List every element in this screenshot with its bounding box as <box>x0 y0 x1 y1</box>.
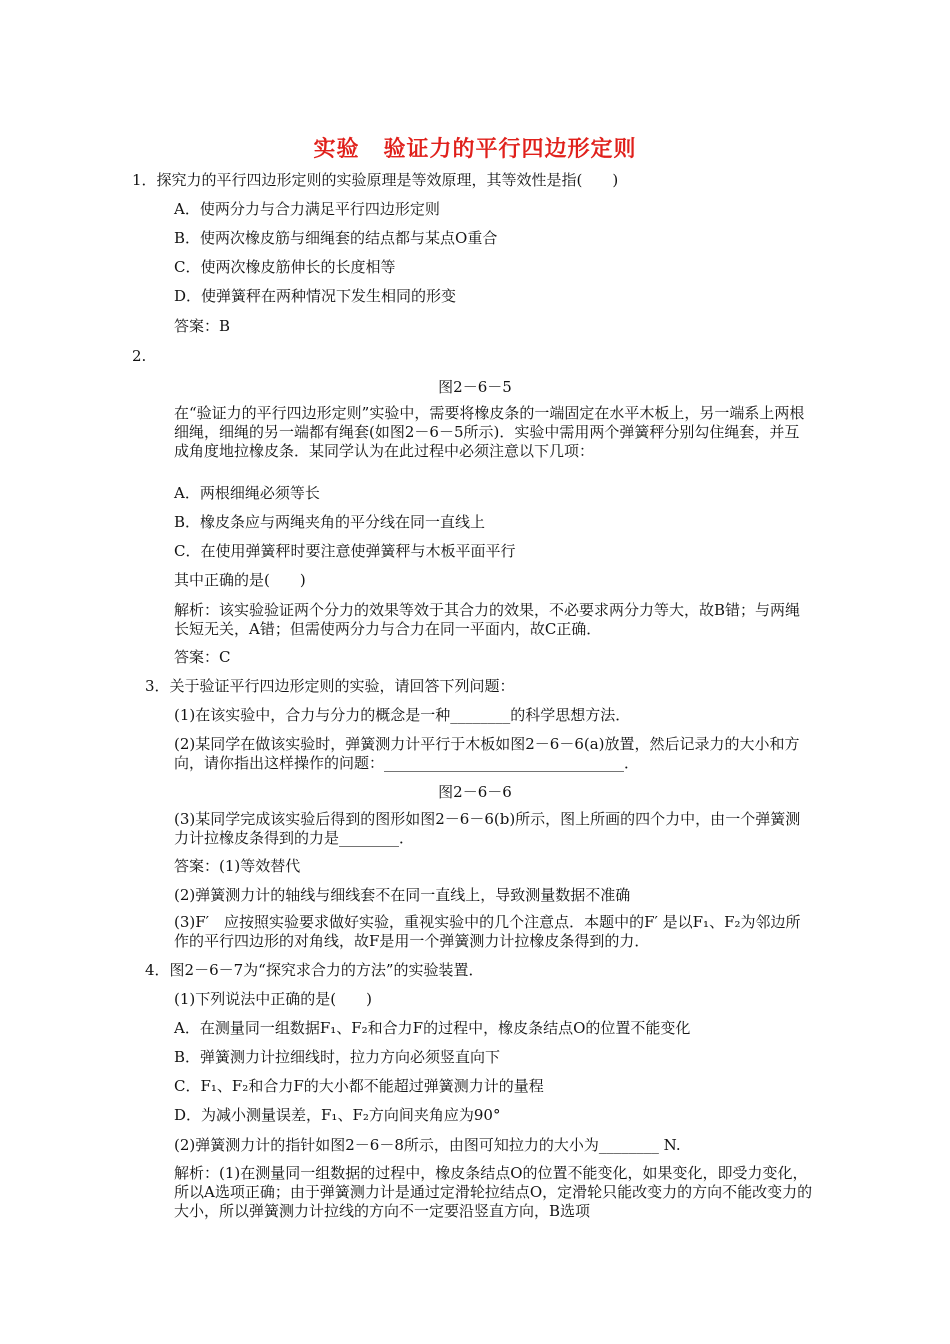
q2-stem: 在“验证力的平行四边形定则”实验中，需要将橡皮条的一端固定在水平木板上，另一端系上两根细绳，细绳的另一端都有绳套(如图2－6－5所示)．实验中需用两个弹簧秤分别勾住绳套，并互成角度地拉橡皮条．某同学认为在此过程中必须注意以下几项： <box>174 404 805 460</box>
q3-answer3: (3)F′ 应按照实验要求做好实验，重视实验中的几个注意点．本题中的F′ 是以F₁、F₂为邻边所作的平行四边形的对角线，故F是用一个弹簧测力计拉橡皮条得到的力． <box>174 913 801 950</box>
q1-option-c: C．使两次橡皮筋伸长的长度相等 <box>174 258 396 276</box>
q4-option-d: D．为减小测量误差，F₁、F₂方向间夹角应为90° <box>174 1106 501 1124</box>
q1-stem: 1．探究力的平行四边形定则的实验原理是等效原理，其等效性是指( ) <box>132 171 619 189</box>
q3-answer1: 答案：(1)等效替代 <box>174 857 301 875</box>
q1-option-a: A．使两分力与合力满足平行四边形定则 <box>174 200 440 218</box>
q2-option-b: B．橡皮条应与两绳夹角的平分线在同一直线上 <box>174 513 486 531</box>
q2-question: 其中正确的是( ) <box>174 571 306 589</box>
q4-part1: (1)下列说法中正确的是( ) <box>174 990 372 1008</box>
q4-part2: (2)弹簧测力计的指针如图2－6－8所示，由图可知拉力的大小为________ N. <box>174 1136 681 1154</box>
q4-analysis: 解析：(1)在测量同一组数据的过程中，橡皮条结点O的位置不能变化，如果变化，即受力变化，所以A选项正确；由于弹簧测力计是通过定滑轮拉结点O，定滑轮只能改变力的方向不能改变力的大小，所以弹簧测力计拉线的方向不一定要沿竖直方向，B选项 <box>174 1164 813 1220</box>
q2-answer: 答案：C <box>174 648 231 666</box>
q3-stem: 3．关于验证平行四边形定则的实验，请回答下列问题： <box>145 677 515 695</box>
q2-option-c: C．在使用弹簧秤时要注意使弹簧秤与木板平面平行 <box>174 542 516 560</box>
q4-stem: 4．图2－6－7为“探究求合力的方法”的实验装置． <box>145 961 484 979</box>
q1-answer: 答案：B <box>174 317 231 335</box>
q4-option-a: A．在测量同一组数据F₁、F₂和合力F的过程中，橡皮条结点O的位置不能变化 <box>174 1019 691 1037</box>
q2-figure-caption: 图2－6－5 <box>438 378 512 396</box>
page-title <box>0 132 950 163</box>
q3-part1: (1)在该实验中，合力与分力的概念是一种________的科学思想方法． <box>174 706 631 724</box>
q3-figure-caption: 图2－6－6 <box>438 783 512 801</box>
title-right: 验证力的平行四边形定则 <box>383 136 637 162</box>
q1-option-b: B．使两次橡皮筋与细绳套的结点都与某点O重合 <box>174 229 498 247</box>
q4-option-b: B．弹簧测力计拉细线时，拉力方向必须竖直向下 <box>174 1048 501 1066</box>
q3-part2: (2)某同学在做该实验时，弹簧测力计平行于木板如图2－6－6(a)放置，然后记录力的大小和方向，请你指出这样操作的问题：________________________________． <box>174 735 800 772</box>
q3-part3: (3)某同学完成该实验后得到的图形如图2－6－6(b)所示，图上所画的四个力中，由一个弹簧测力计拉橡皮条得到的力是________． <box>174 810 801 847</box>
q3-answer2: (2)弹簧测力计的轴线与细线套不在同一直线上，导致测量数据不准确 <box>174 886 631 904</box>
q2-option-a: A．两根细绳必须等长 <box>174 484 320 502</box>
q2-analysis: 解析：该实验验证两个分力的效果等效于其合力的效果，不必要求两分力等大，故B错；与两绳长短无关，A错；但需使两分力与合力在同一平面内，故C正确． <box>174 601 801 638</box>
q4-option-c: C．F₁、F₂和合力F的大小都不能超过弹簧测力计的量程 <box>174 1077 544 1095</box>
q1-option-d: D．使弹簧秤在两种情况下发生相同的形变 <box>174 287 457 305</box>
title-left: 实验 <box>313 136 360 162</box>
q2-number: 2. <box>132 347 147 365</box>
